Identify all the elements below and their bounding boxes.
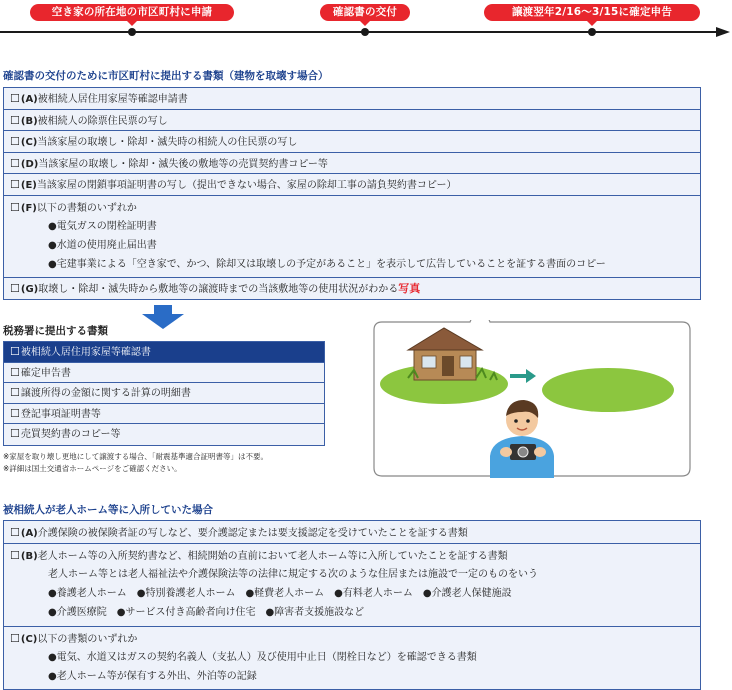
photo-illustration bbox=[372, 320, 692, 478]
tax-document-row: ☐譲渡所得の金額に関する計算の明細書 bbox=[4, 383, 324, 404]
nursing-home-definition: 老人ホーム等とは老人福祉法や介護保険法等の法律に規定する次のような住居または施設で一定のものをいう bbox=[48, 569, 538, 580]
tax-document-row: ☐売買契約書のコピー等 bbox=[4, 424, 324, 445]
timeline bbox=[0, 0, 732, 48]
tax-office-document-list bbox=[3, 341, 325, 446]
checkbox-icon: ☐ bbox=[10, 135, 20, 148]
photo-highlight: 写真 bbox=[398, 281, 421, 295]
checkbox-icon: ☐ bbox=[10, 92, 20, 105]
municipality-document-list bbox=[3, 87, 701, 300]
timeline-dot bbox=[361, 28, 369, 36]
bullet-item: ●電気、水道又はガスの契約名義人（支払人）及び使用中止日（閉栓日など）を確認できる書類 bbox=[48, 652, 477, 663]
nursing-row-a: ☐(A)介護保険の被保険者証の写しなど、要介護認定または要支援認定を受けていたことを証する書類 bbox=[4, 521, 700, 544]
timeline-dot bbox=[588, 28, 596, 36]
facility-list: ●養護老人ホーム ●特別養護老人ホーム ●軽費老人ホーム ●有料老人ホーム ●介護老人保健施設 bbox=[48, 588, 512, 599]
document-row-d: ☐(D)当該家屋の取壊し・除却・滅失後の敷地等の売買契約書コピー等 bbox=[4, 153, 700, 175]
checkbox-icon: ☐ bbox=[10, 178, 20, 191]
note-text: ※詳細は国土交通省ホームページをご確認ください。 bbox=[3, 464, 182, 473]
tax-document-row: ☐登記事項証明書等 bbox=[4, 404, 324, 425]
timeline-step-filing: 譲渡翌年2/16〜3/15に確定申告 bbox=[484, 4, 700, 21]
arrow-down-icon bbox=[140, 305, 186, 329]
nursing-row-c: ☐(C)以下の書類のいずれか ●電気、水道又はガスの契約名義人（支払人）及び使用中止日（閉栓日など）を確認できる書類 ●老人ホーム等が保有する外出、外泊等の記録 bbox=[4, 627, 700, 689]
checkbox-icon: ☐ bbox=[10, 113, 20, 127]
nursing-home-document-list bbox=[3, 520, 701, 690]
timeline-step-issue: 確認書の交付 bbox=[320, 4, 410, 21]
document-row-e: ☐(E)当該家屋の閉鎖事項証明書の写し（提出できない場合、家屋の除却工事の請負契約書コピー） bbox=[4, 174, 700, 196]
checkbox-icon: ☐ bbox=[10, 156, 20, 170]
document-row-b: ☐(B)被相続人の除票住民票の写し bbox=[4, 110, 700, 132]
checkbox-icon: ☐ bbox=[10, 549, 20, 562]
checkbox-icon: ☐ bbox=[10, 200, 20, 214]
timeline-dot bbox=[128, 28, 136, 36]
checkbox-icon: ☐ bbox=[10, 526, 20, 539]
facility-list: ●介護医療院 ●サービス付き高齢者向け住宅 ●障害者支援施設など bbox=[48, 607, 365, 618]
checkbox-icon: ☐ bbox=[10, 281, 20, 295]
tax-document-row: ☐確定申告書 bbox=[4, 363, 324, 384]
timeline-line bbox=[0, 31, 718, 33]
tax-document-row: ☐被相続人居住用家屋等確認書 bbox=[4, 342, 324, 363]
section-title-tax-office: 税務署に提出する書類 bbox=[3, 325, 108, 337]
document-row-g: ☐(G)取壊し・除却・滅失時から敷地等の譲渡時までの当該敷地等の使用状況がわかる写真 bbox=[10, 281, 421, 295]
section-title-municipality: 確認書の交付のために市区町村に提出する書類（建物を取壊す場合） bbox=[3, 70, 329, 82]
bullet-item: ●宅建事業による「空き家で、かつ、除却又は取壊しの予定があること」を表示して広告していることを証する書面のコピー bbox=[48, 258, 606, 270]
timeline-step-apply: 空き家の所在地の市区町村に申請 bbox=[30, 4, 234, 21]
checkbox-icon: ☐ bbox=[10, 632, 20, 645]
section-title-nursing-home: 被相続人が老人ホーム等に入所していた場合 bbox=[3, 504, 213, 516]
bullet-item: ●水道の使用廃止届出書 bbox=[48, 239, 157, 251]
arrow-right-icon bbox=[716, 27, 730, 37]
document-row-a: ☐(A)被相続人居住用家屋等確認申請書 bbox=[4, 88, 700, 110]
bullet-item: ●電気ガスの閉栓証明書 bbox=[48, 220, 157, 232]
bullet-item: ●老人ホーム等が保有する外出、外泊等の記録 bbox=[48, 671, 257, 682]
document-row-c: ☐(C)当該家屋の取壊し・除却・滅失時の相続人の住民票の写し bbox=[4, 131, 700, 153]
note-text: ※家屋を取り壊し更地にして譲渡する場合、「耐震基準適合証明書等」は不要。 bbox=[3, 452, 269, 461]
document-row-f: ☐(F)以下の書類のいずれか ●電気ガスの閉栓証明書 ●水道の使用廃止届出書 ●宅建事業による「空き家で、かつ、除却又は取壊しの予定があること」を表示して広告していることを証する書面のコピー bbox=[4, 196, 700, 278]
nursing-row-b: ☐(B)老人ホーム等の入所契約書など、相続開始の直前において老人ホーム等に入所していたことを証する書類 老人ホーム等とは老人福祉法や介護保険法等の法律に規定する次のような住居または施設で一定のものをいう ●養護老人ホーム ●特別養護老人ホーム ●軽費老人ホーム ●有料老人ホーム ●介護老人保健施設 ●介護医療院 ●サービス付き高齢者向け住宅 ●障害者支援施設など bbox=[4, 544, 700, 627]
